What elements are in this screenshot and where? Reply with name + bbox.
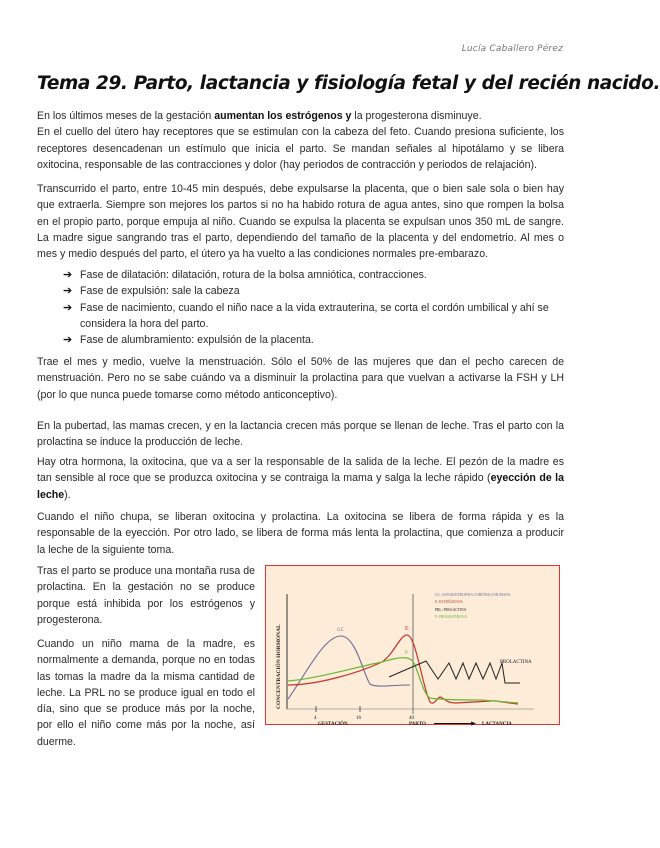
list-item-text: Fase de nacimiento, cuando el niño nace a la vida extrauterina, se corta el cordón umbilical y ahí se considera la hora del parto.	[80, 301, 549, 330]
labor-phases-list	[63, 267, 565, 348]
chart-legend	[435, 592, 511, 619]
estrogen-curve	[288, 635, 518, 704]
suckling-paragraph: Cuando el niño chupa, se liberan oxitocina y prolactina. La oxitocina se libera de forma rápida y es la responsable de la eyección. Por otro lado, se libera de forma más lenta la prolactina, que comienza a producir la leche de la siguiente toma.	[37, 511, 564, 556]
prolactin-paragraph: Tras el parto se produce una montaña rusa de prolactina. En la gestación no se produce porque está inhibida por los estrógenos y progesterona.	[37, 565, 255, 626]
xlabel-gestation: GESTACIÓN	[318, 722, 348, 727]
intro-text-post: la progesterona disminuye.	[351, 110, 482, 122]
arrow-right-icon	[471, 722, 476, 726]
menstruation-paragraph: Trae el mes y medio, vuelve la menstruación. Sólo el 50% de las mujeres que dan el pecho carecen de menstruación. Pero no se sabe cuándo va a disminuir la prolactina para que vuelvan a activarse la FSH y LH (por lo que nunca puede tomarse como método anticonceptivo).	[37, 356, 564, 401]
oxytocin-paragraph	[37, 454, 564, 503]
xlabel-birth: PARTO	[409, 722, 426, 727]
hormone-chart	[266, 566, 559, 727]
p-label: P	[405, 651, 408, 656]
list-item	[63, 300, 565, 333]
placenta-paragraph: Transcurrido el parto, entre 10-45 min después, debe expulsarse la placenta, que o bien sale sola o bien hay que extraerla. Siempre son mejores los partos si no ha habido rotura de agua antes, sino que rompen la bolsa en el propio parto, porque empuja al niño. Cuando se expulsa la placenta se expulsan unos 350 mL de sangre. La madre sigue sangrando tras el parto, dependiendo del tamaño de la placenta y del endometrio. Al mes o mes y medio después del parto, el útero ya ha vuelto a las condiciones normales pre-embarazo.	[37, 183, 564, 261]
arrow-right-icon: ➔	[63, 269, 73, 281]
xlabel-lactation: LACTANCIA	[482, 722, 512, 727]
e-label: E	[405, 626, 409, 632]
hormone-concentration-figure	[265, 565, 560, 725]
list-item	[63, 283, 565, 299]
legend-gc: GC: GONADOTROPINA CORIÓNICA HUMANA	[435, 593, 511, 597]
intro-paragraph	[37, 108, 564, 173]
arrow-right-icon: ➔	[63, 301, 73, 314]
author-name: Lucía Caballero Pérez	[461, 44, 563, 54]
gc-curve	[288, 636, 410, 699]
arrow-right-icon: ➔	[63, 285, 73, 298]
legend-e: E: ESTRÓGENOS	[435, 600, 463, 604]
list-item	[63, 267, 565, 283]
legend-prl: PRL: PROLACTINA	[435, 608, 467, 612]
list-item	[63, 332, 565, 348]
puberty-paragraph: En la pubertad, las mamas crecen, y en la lactancia crecen más porque se llenan de leche. Tras el parto con la prolactina se induce la producción de leche.	[37, 420, 564, 449]
oxytocin-text-pre: Hay otra hormona, la oxitocina, que va a ser la responsable de la salida de la leche. El pezón de la madre es tan sensible al roce que se produzca oxitocina y se contraiga la mama y salga la leche rápido (	[37, 456, 564, 485]
demand-feeding-paragraph: Cuando un niño mama de la madre, es normalmente a demanda, porque no en todas las tomas la madre da la misma cantidad de leche. La PRL no se produce igual en todo el día, sino que se produce más por la noche, por ello el niño come más por la noche, así duerme.	[37, 638, 255, 748]
prolactin-label: PROLACTINA	[500, 660, 532, 665]
arrow-right-icon: ➔	[63, 334, 73, 347]
intro-text-line2: En el cuello del útero hay receptores que se estimulan con la cabeza del feto. Cuando presiona suficiente, los receptores desencadenan un estímulo que inicia el parto. Se mandan señales al hipotálamo y se libera oxitocina, responsable de las contracciones y dolor (hay periodos de contracción y periodos de relajación).	[37, 126, 564, 171]
tick-label-40: 40	[409, 716, 414, 721]
intro-text-bold: aumentan los estrógenos y	[214, 110, 352, 122]
intro-text-pre: En los últimos meses de la gestación	[37, 110, 215, 122]
oxytocin-text-post: ).	[64, 488, 71, 501]
tick-label-16: 16	[356, 716, 361, 721]
gc-label: GC	[337, 628, 344, 633]
progesterone-curve	[288, 658, 518, 703]
page-title: Tema 29. Parto, lactancia y fisiología fetal y del recién nacido.	[37, 73, 660, 94]
list-item-text: Fase de alumbramiento: expulsión de la placenta.	[80, 334, 314, 347]
list-item-text: Fase de expulsión: sale la cabeza	[80, 285, 240, 298]
oxytocin-text-bold: eyección de la leche	[37, 472, 564, 501]
tick-label-4: 4	[314, 716, 317, 721]
list-item-text: Fase de dilatación: dilatación, rotura de la bolsa amniótica, contracciones.	[80, 269, 427, 281]
ylabel: CONCENTRACIÓN HORMONAL	[276, 624, 282, 709]
legend-p: P: PROGESTERONA	[435, 615, 468, 619]
